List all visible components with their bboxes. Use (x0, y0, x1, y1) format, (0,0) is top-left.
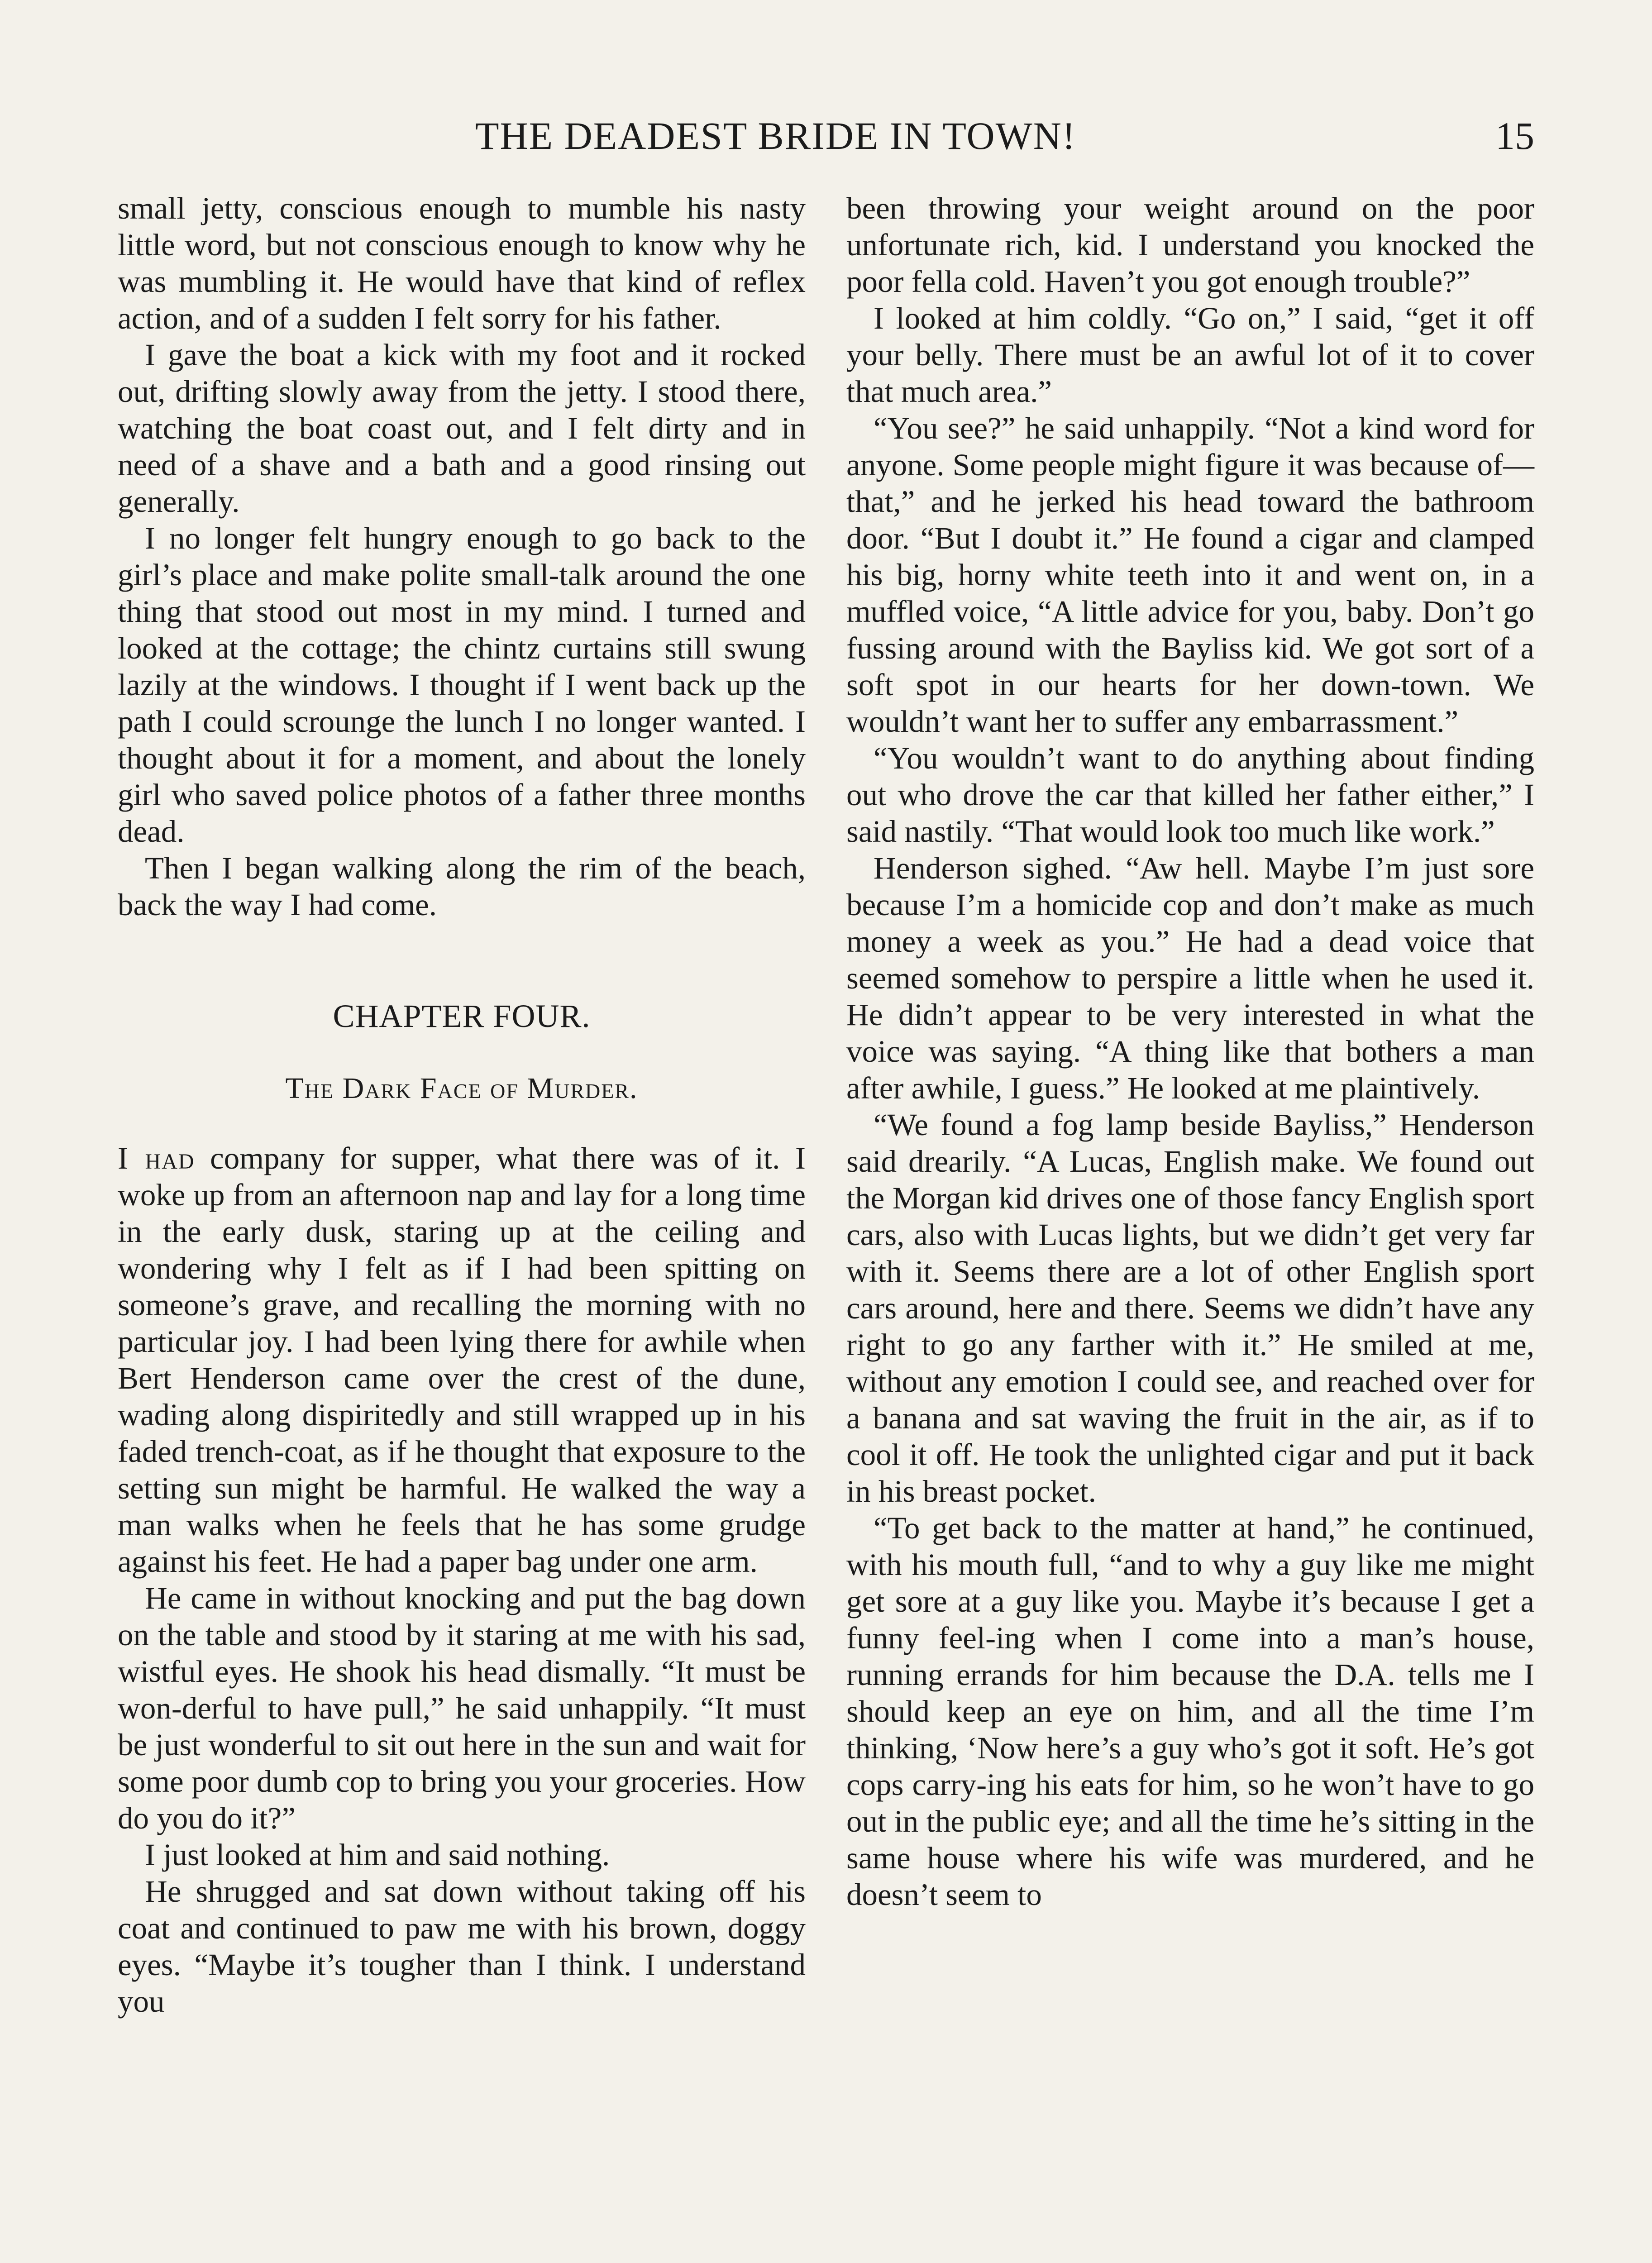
paragraph: Henderson sighed. “Aw hell. Maybe I’m just sore because I’m a homicide cop and don’t make as much money a week as you.” He had a dead voice that seemed somehow to perspire a little when he used it. He didn’t appear to be very interested in what the voice was saying. “A thing like that bothers a man after awhile, I guess.” He looked at me plaintively. (846, 851, 1534, 1105)
paragraph: I gave the boat a kick with my foot and it rocked out, drifting slowly away from the jetty. I stood there, watching the boat coast out, and I felt dirty and in need of a shave and a bath and a good rinsing out generally. (118, 338, 806, 519)
opening-text: company for supper, what there was of it. I woke up from an afternoon nap and lay for a long time in the early dusk, staring up at the ceiling and wondering why I felt as if I had been spitting on someone’s grave, and recalling the morning with no particular joy. I had been lying there for awhile when Bert Henderson came over the crest of the dune, wading along dispiritedly and still wrapped up in his faded trench-coat, as if he thought that exposure to the setting sun might be harmful. He walked the way a man walks when he feels that he has some grudge against his feet. He had a paper bag under one arm. (118, 1141, 806, 1579)
page-number: 15 (1495, 114, 1534, 158)
paragraph: He shrugged and sat down without taking off his coat and continued to paw me with his brown, doggy eyes. “Maybe it’s tougher than I think. I understand you (118, 1874, 806, 2019)
running-header (118, 113, 1534, 177)
chapter-heading: CHAPTER FOUR. (333, 998, 591, 1034)
story-title: THE DEADEST BRIDE IN TOWN! (475, 114, 1076, 158)
paragraph: He came in without knocking and put the bag down on the table and stood by it staring at me with his sad, wistful eyes. He shook his head dismally. “It must be won-derful to have pull,” he said unhappily. “It must be just wonderful to sit out here in the sun and wait for some poor dumb cop to bring you your groceries. How do you do it?” (118, 1581, 806, 1835)
right-column (846, 190, 1534, 1913)
paragraph: I looked at him coldly. “Go on,” I said, “get it off your belly. There must be an awful lot of it to cover that much area.” (846, 301, 1534, 409)
paragraph: small jetty, conscious enough to mumble his nasty little word, but not conscious enough to know why he was mumbling it. He would have that kind of reflex action, and of a sudden I felt sorry for his father. (118, 191, 806, 335)
paragraph-continuation: been throwing your weight around on the poor unfortunate rich, kid. I understand you knocked the poor fella cold. Haven’t you got enough trouble?” (846, 191, 1534, 299)
paragraph: I just looked at him and said nothing. (145, 1838, 610, 1872)
chapter-subtitle: The Dark Face of Murder. (285, 1072, 638, 1105)
left-column (118, 190, 806, 2020)
paragraph: “You wouldn’t want to do anything about finding out who drove the car that killed her father either,” I said nastily. “That would look too much like work.” (846, 741, 1534, 849)
paragraph: I no longer felt hungry enough to go back to the girl’s place and make polite small-talk around the one thing that stood out most in my mind. I turned and looked at the cottage; the chintz curtains still swung lazily at the windows. I thought if I went back up the path I could scrounge the lunch I no longer wanted. I thought about it for a moment, and about the lonely girl who saved police photos of a father three months dead. (118, 521, 806, 849)
paragraph: “We found a fog lamp beside Bayliss,” Henderson said drearily. “A Lucas, English make. We found out the Morgan kid drives one of those fancy English sport cars, also with Lucas lights, but we didn’t get very far with it. Seems there are a lot of other English sport cars around, here and there. Seems we didn’t have any right to go any farther with it.” He smiled at me, without any emotion I could see, and reached over for a banana and sat waving the fruit in the air, as if to cool it off. He took the unlighted cigar and put it back in his breast pocket. (846, 1108, 1534, 1509)
opening-small-caps: I had (118, 1141, 195, 1175)
paragraph: “You see?” he said unhappily. “Not a kind word for anyone. Some people might figure it was because of—that,” and he jerked his head toward the bathroom door. “But I doubt it.” He found a cigar and clamped his big, horny white teeth into it and went on, in a muffled voice, “A little advice for you, baby. Don’t go fussing around with the Bayliss kid. We got sort of a soft spot in our hearts for her down-town. We wouldn’t want her to suffer any embarrassment.” (846, 411, 1534, 739)
paragraph: Then I began walking along the rim of the beach, back the way I had come. (118, 851, 806, 922)
chapter-opening-paragraph (118, 1140, 806, 1580)
paragraph: “To get back to the matter at hand,” he continued, with his mouth full, “and to why a guy like me might get sore at a guy like you. Maybe it’s because I get a funny feel-ing when I come into a man’s house, running errands for him because the D.A. tells me I should keep an eye on him, and all the time I’m thinking, ‘Now here’s a guy who’s got it soft. He’s got cops carry-ing his eats for him, so he won’t have to go out in the public eye; and all the time he’s sitting in the same house where his wife was murdered, and he doesn’t seem to (846, 1511, 1534, 1912)
